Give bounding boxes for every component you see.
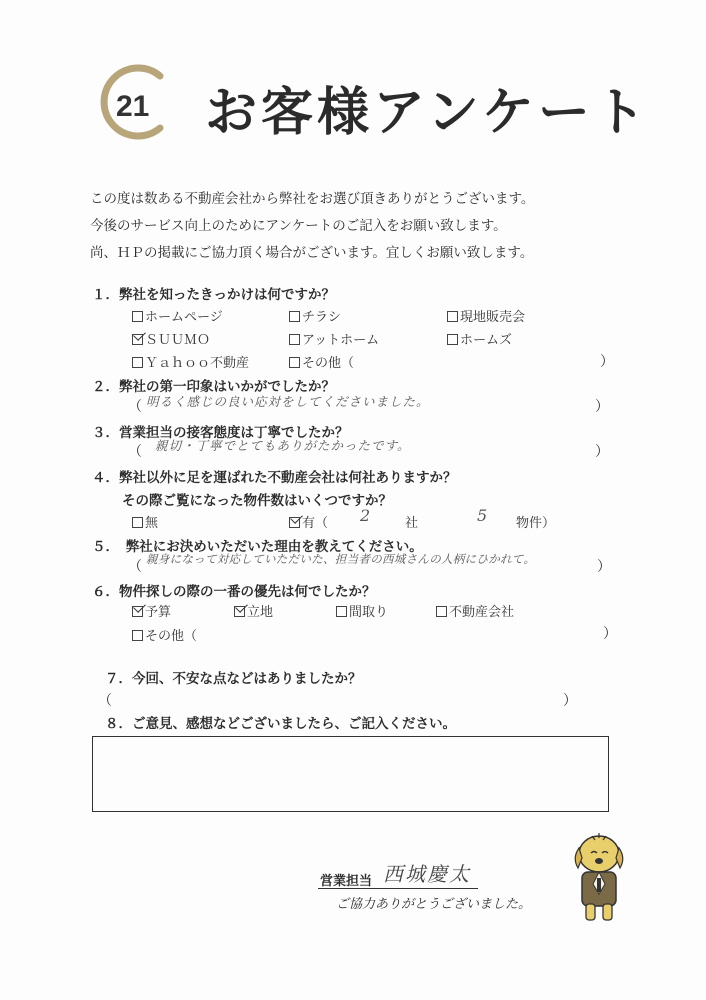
checkbox[interactable] [132, 311, 143, 322]
question-6: ６．物件探しの際の一番の優先は何でしたか？ [92, 584, 376, 600]
q6-option-other[interactable]: その他（ [132, 625, 197, 644]
checkbox[interactable] [132, 630, 143, 641]
open-paren: （ [128, 444, 142, 460]
q1-option-open-house[interactable]: 現地販売会 [447, 306, 525, 325]
staff-label: 営業担当 [320, 874, 373, 889]
thanks-message: ご協力ありがとうございました。 [336, 897, 532, 912]
mascot-dog-illustration [570, 828, 628, 924]
checkbox-checked[interactable] [132, 334, 143, 345]
century21-logo [100, 62, 176, 142]
question-4: ４．弊社以外に足を運ばれた不動産会社は何社ありますか？ [92, 470, 457, 486]
q4-property-count[interactable]: 5 [477, 506, 489, 525]
checkbox[interactable] [289, 334, 300, 345]
q6-option-layout[interactable]: 間取り [336, 601, 388, 620]
question-3: ３．営業担当の接客態度は丁寧でしたか？ [92, 425, 349, 441]
page-title: お客様アンケート [205, 83, 650, 143]
intro-line: この度は数ある不動産会社から弊社をお選び頂きありがとうございます。 [90, 191, 535, 207]
close-paren: ） [595, 444, 609, 460]
open-paren: （ [128, 399, 142, 415]
close-paren: ） [595, 399, 609, 415]
intro-text [90, 186, 534, 267]
intro-line: 今後のサービス向上のためにアンケートのご記入をお願い致します。 [90, 218, 507, 234]
q2-answer[interactable]: 明るく感じの良い応対をしてくださいました。 [146, 394, 430, 409]
checkbox[interactable] [132, 357, 143, 368]
question-4-sub: その際ご覧になった物件数はいくつですか？ [122, 493, 392, 509]
q1-option-athome[interactable]: アットホーム [289, 329, 379, 348]
open-paren: （ [128, 559, 142, 575]
checkbox[interactable] [289, 357, 300, 368]
q6-option-location[interactable]: 立地 [234, 601, 273, 620]
q1-option-suumo[interactable]: ＳＵＵＭＯ [132, 329, 210, 348]
q6-option-budget[interactable]: 予算 [132, 601, 171, 620]
comment-box[interactable] [92, 736, 609, 812]
checkbox[interactable] [447, 334, 458, 345]
staff-signature: 西城慶太 [383, 862, 471, 886]
q1-option-other[interactable]: その他（ [289, 352, 354, 371]
q3-answer[interactable]: 親切・丁寧でとてもありがたかったです。 [155, 438, 411, 453]
checkbox-checked[interactable] [132, 606, 143, 617]
q4-company-count[interactable]: 2 [360, 506, 372, 525]
close-paren: ） [563, 693, 577, 709]
q1-option-flyer[interactable]: チラシ [289, 306, 341, 325]
q1-option-yahoo[interactable]: Ｙａｈｏｏ不動産 [132, 352, 249, 371]
checkbox[interactable] [289, 311, 300, 322]
question-5: ５． 弊社にお決めいただいた理由を教えてください。 [92, 539, 423, 555]
q1-option-homes[interactable]: ホームズ [447, 329, 512, 348]
question-1: １．弊社を知ったきっかけは何ですか？ [92, 287, 335, 303]
q4-option-yes[interactable]: 有（ [289, 512, 328, 531]
open-paren: （ [98, 693, 112, 709]
close-paren: ） [600, 354, 614, 370]
checkbox[interactable] [447, 311, 458, 322]
question-7: ７．今回、不安な点などはありましたか？ [105, 671, 362, 687]
q4-company-unit: 社 [405, 516, 419, 531]
checkbox[interactable] [436, 606, 447, 617]
logo-text: 21 [116, 90, 150, 123]
checkbox[interactable] [336, 606, 347, 617]
intro-line: 尚、ＨＰの掲載にご協力頂く場合がございます。宜しくお願い致します。 [90, 245, 534, 261]
checkbox-checked[interactable] [289, 517, 300, 528]
close-paren: ） [597, 559, 611, 575]
question-2: ２．弊社の第一印象はいかがでしたか？ [92, 379, 335, 395]
q1-option-homepage[interactable]: ホームページ [132, 306, 223, 325]
signature-line [318, 888, 478, 889]
checkbox-checked[interactable] [234, 606, 245, 617]
question-8: ８．ご意見、感想などございましたら、ご記入ください。 [105, 716, 456, 732]
q4-option-none[interactable]: 無 [132, 512, 158, 531]
q6-option-agency[interactable]: 不動産会社 [436, 601, 514, 620]
q4-property-unit: 物件） [516, 516, 556, 531]
close-paren: ） [603, 626, 617, 642]
checkbox[interactable] [132, 517, 143, 528]
q5-answer[interactable]: 親身になって対応していただいた、担当者の西城さんの人柄にひかれて。 [146, 552, 536, 566]
